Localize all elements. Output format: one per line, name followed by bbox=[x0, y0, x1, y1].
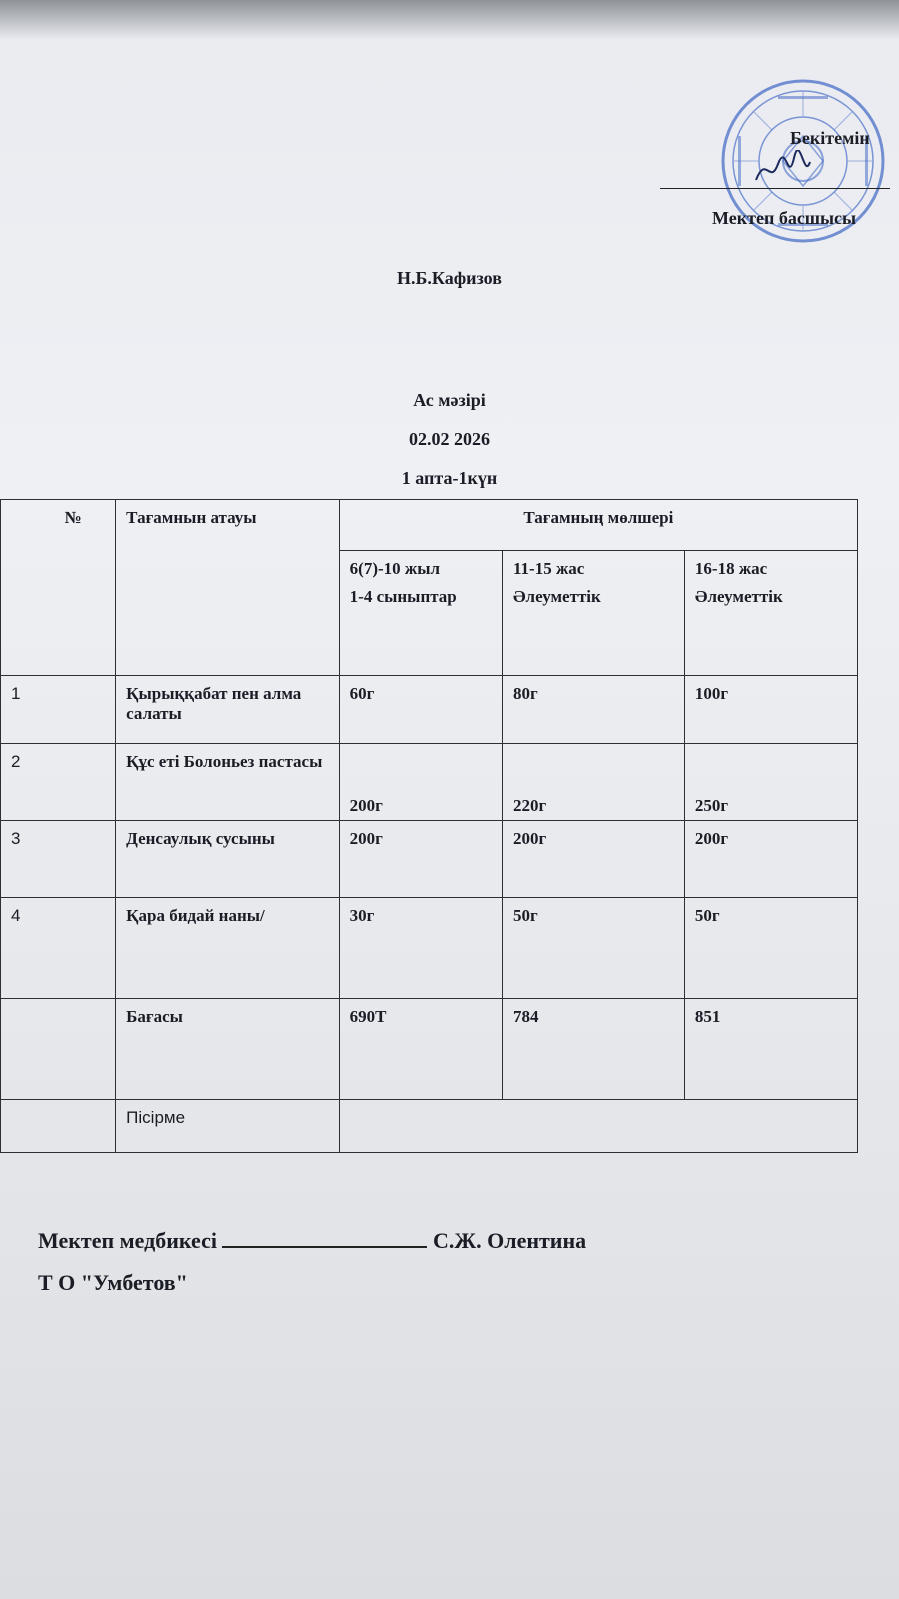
price-b: 784 bbox=[502, 999, 684, 1100]
row-amount-b: 50г bbox=[502, 898, 684, 999]
subheader-age-11-15 bbox=[502, 551, 684, 676]
row-dish-name: Денсаулық сусыны bbox=[116, 821, 339, 898]
subheader-age-6-10 bbox=[339, 551, 502, 676]
table-row bbox=[1, 744, 858, 821]
cook-no-cell bbox=[1, 1100, 116, 1153]
menu-date: 02.02 2026 bbox=[409, 429, 490, 449]
approve-label: Бекітемін bbox=[790, 128, 870, 148]
subheader-b-line1: 11-15 жас bbox=[512, 559, 585, 578]
row-dish-name: Қара бидай наны/ bbox=[116, 898, 339, 999]
row-no: 2 bbox=[1, 744, 116, 821]
signature bbox=[752, 150, 812, 190]
row-no: 1 bbox=[1, 676, 116, 744]
price-label: Бағасы bbox=[116, 999, 339, 1100]
row-dish-name: Қырыққабат пен алма салаты bbox=[116, 676, 339, 744]
table-row bbox=[1, 821, 858, 898]
price-no-cell bbox=[1, 999, 116, 1100]
row-amount-a: 200г bbox=[339, 744, 502, 821]
table-row bbox=[1, 676, 858, 744]
nurse-name: С.Ж. Олентина bbox=[432, 1228, 587, 1253]
header-name: Тағамнын атауы bbox=[116, 500, 339, 676]
row-dish-name: Құс еті Болоньез пастасы bbox=[116, 744, 339, 821]
nurse-label: Мектеп медбикесі bbox=[38, 1228, 217, 1253]
row-amount-a: 60г bbox=[339, 676, 502, 744]
row-amount-c: 50г bbox=[684, 898, 857, 999]
row-amount-a: 30г bbox=[339, 898, 502, 999]
row-amount-b: 80г bbox=[502, 676, 684, 744]
price-row bbox=[1, 999, 858, 1100]
row-no: 4 bbox=[1, 898, 116, 999]
menu-week-day: 1 апта-1күн bbox=[401, 468, 498, 488]
row-amount-b: 200г bbox=[502, 821, 684, 898]
director-name: Н.Б.Кафизов bbox=[397, 268, 502, 288]
nurse-signature-line bbox=[38, 1228, 586, 1254]
subheader-a-line1: 6(7)-10 жыл bbox=[349, 559, 441, 578]
subheader-c-line2: Әлеуметтік bbox=[694, 587, 783, 606]
subheader-age-16-18 bbox=[684, 551, 857, 676]
header-no: № bbox=[1, 500, 116, 676]
menu-title: Ас мәзірі bbox=[413, 390, 486, 410]
row-no: 3 bbox=[1, 821, 116, 898]
menu-table bbox=[0, 499, 858, 1153]
subheader-a-line2: 1-4 сыныптар bbox=[349, 587, 457, 606]
price-a: 690Т bbox=[339, 999, 502, 1100]
row-amount-c: 100г bbox=[684, 676, 857, 744]
header-amount: Тағамның мөлшері bbox=[339, 500, 857, 551]
row-amount-c: 250г bbox=[684, 744, 857, 821]
cook-row bbox=[1, 1100, 858, 1153]
price-c: 851 bbox=[684, 999, 857, 1100]
cook-value bbox=[339, 1100, 857, 1153]
table-row bbox=[1, 898, 858, 999]
cook-label: Пісірме bbox=[116, 1100, 339, 1153]
row-amount-a: 200г bbox=[339, 821, 502, 898]
table-header-row bbox=[1, 500, 858, 551]
to-label: Т О "Умбетов" bbox=[38, 1270, 188, 1295]
row-amount-b: 220г bbox=[502, 744, 684, 821]
subheader-c-line1: 16-18 жас bbox=[694, 559, 768, 578]
photo-shadow bbox=[0, 0, 899, 40]
row-amount-c: 200г bbox=[684, 821, 857, 898]
signature-line bbox=[660, 188, 890, 189]
nurse-signature-blank bbox=[222, 1228, 427, 1248]
head-title: Мектеп басшысы bbox=[712, 208, 857, 228]
subheader-b-line2: Әлеуметтік bbox=[512, 587, 601, 606]
